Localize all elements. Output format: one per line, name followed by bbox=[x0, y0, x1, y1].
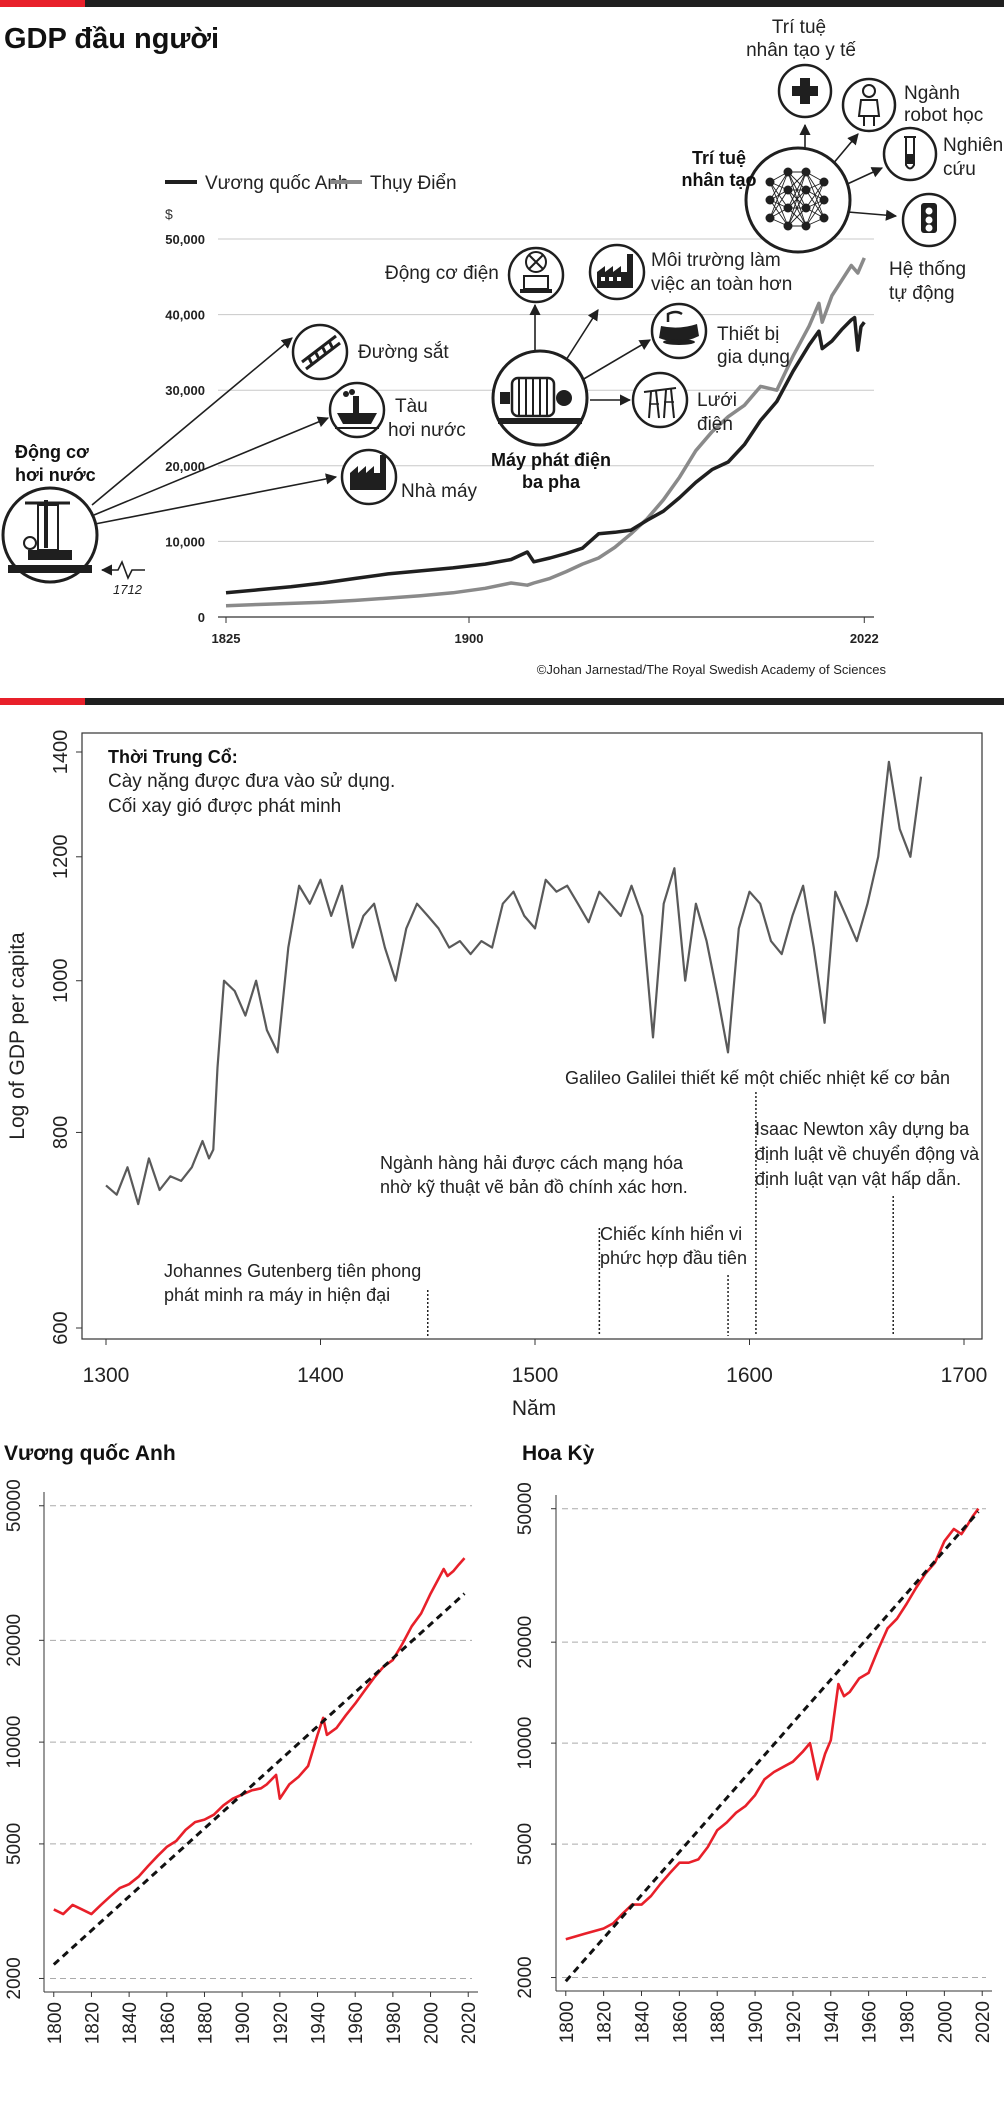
research-label-2: cứu bbox=[943, 159, 976, 180]
arrow-to-research bbox=[843, 168, 882, 186]
y-tick-label: 1000 bbox=[50, 958, 72, 1003]
arrow-to-railway bbox=[92, 338, 292, 505]
event-navigation-1: Ngành hàng hải được cách mạng hóa bbox=[380, 1153, 684, 1173]
appliance-icon bbox=[652, 304, 706, 358]
y-tick-label: 1400 bbox=[50, 729, 72, 775]
event-navigation-2: nhờ kỹ thuật vẽ bản đồ chính xác hơn. bbox=[380, 1177, 688, 1197]
arrow-to-appliance bbox=[582, 340, 650, 380]
x-tick-label: 1900 bbox=[746, 2001, 768, 2044]
y-tick-label: 2000 bbox=[4, 1957, 25, 2000]
x-tick-label: 1900 bbox=[454, 631, 484, 646]
steamship-label-2: hơi nước bbox=[388, 420, 466, 441]
y-tick-label: 1200 bbox=[50, 834, 72, 880]
top-dark-bar bbox=[85, 0, 1004, 7]
mid-dark-bar bbox=[85, 698, 1004, 705]
x-tick-label: 1920 bbox=[270, 2002, 292, 2045]
x-tick-label: 1860 bbox=[157, 2002, 179, 2045]
x-tick-label: 2000 bbox=[421, 2002, 443, 2045]
y-tick-label: 0 bbox=[197, 610, 205, 625]
nn-node bbox=[766, 178, 775, 187]
robot-icon bbox=[843, 79, 895, 131]
legend-label-uk: Vương quốc Anh bbox=[205, 173, 349, 194]
panel1-title: GDP đầu người bbox=[4, 23, 220, 55]
event-galileo: Galileo Galilei thiết kế một chiếc nhiệt kế cơ bản bbox=[565, 1068, 950, 1088]
nn-node bbox=[820, 178, 829, 187]
generator-label-1: Máy phát điện bbox=[490, 450, 612, 470]
x-tick-labels bbox=[83, 1339, 988, 1387]
x-tick-label: 1960 bbox=[859, 2001, 881, 2044]
x-tick-label: 1920 bbox=[783, 2001, 805, 2044]
med-ai-label-1: Trí tuệ bbox=[771, 17, 827, 38]
y-tick-label: 50000 bbox=[4, 1479, 25, 1533]
x-tick-label: 1860 bbox=[670, 2001, 692, 2044]
traffic-light-icon bbox=[903, 194, 955, 246]
x-tick-labels bbox=[557, 1991, 994, 2043]
series-lines bbox=[566, 1509, 979, 1982]
test-tube-icon bbox=[884, 128, 936, 180]
steamship-label-1: Tàu bbox=[395, 396, 428, 417]
neural-network-icon bbox=[746, 148, 850, 252]
nn-node bbox=[802, 168, 811, 177]
electric-motor-label: Động cơ điện bbox=[385, 263, 499, 284]
event-microscope-2: phức hợp đầu tiên bbox=[600, 1248, 747, 1268]
event-newton-2: định luật về chuyển động và bbox=[755, 1144, 980, 1164]
x-tick-label: 1940 bbox=[308, 2002, 330, 2045]
x-tick-label: 1700 bbox=[940, 1364, 988, 1387]
appliance-label-1: Thiết bị bbox=[717, 324, 780, 345]
x-tick-label: 1800 bbox=[44, 2002, 66, 2045]
y-tick-label: 2000 bbox=[515, 1956, 536, 1999]
x-tick-label: 1820 bbox=[594, 2001, 616, 2044]
x-tick-label: 1820 bbox=[82, 2002, 104, 2045]
y-tick-label: 50000 bbox=[515, 1482, 536, 1536]
gdp-chart-panel bbox=[3, 17, 1003, 677]
nn-node bbox=[802, 222, 811, 231]
nn-node bbox=[766, 196, 775, 205]
x-tick-label: 1800 bbox=[556, 2001, 578, 2044]
grid-label-2: điện bbox=[697, 414, 733, 435]
series-lines bbox=[54, 1558, 465, 1964]
credit-line: ©Johan Jarnestad/The Royal Swedish Academy of Sciences bbox=[536, 662, 886, 677]
zigzag-1712 bbox=[108, 562, 145, 578]
nn-node bbox=[784, 168, 793, 177]
nn-node bbox=[766, 214, 775, 223]
x-tick-label: 1880 bbox=[195, 2002, 217, 2045]
arrow-to-steamship bbox=[94, 418, 328, 515]
period-line-2: Cối xay gió được phát minh bbox=[108, 796, 342, 817]
x-tick-labels bbox=[212, 617, 879, 646]
x-tick-label: 1840 bbox=[632, 2001, 654, 2044]
ai-label-2: nhân tạo bbox=[681, 170, 757, 190]
nn-node bbox=[820, 196, 829, 205]
x-tick-label: 1880 bbox=[708, 2001, 730, 2044]
us-chart-title: Hoa Kỳ bbox=[522, 1442, 595, 1465]
x-tick-label: 2020 bbox=[973, 2001, 995, 2044]
us-trend-chart bbox=[515, 1442, 994, 2043]
generator-label-2: ba pha bbox=[521, 472, 581, 492]
x-tick-label: 1300 bbox=[82, 1364, 130, 1387]
x-tick-label: 1600 bbox=[726, 1364, 773, 1387]
power-grid-icon bbox=[633, 373, 687, 427]
steam-engine-label-1: Động cơ bbox=[15, 442, 89, 462]
x-tick-label: 1980 bbox=[383, 2002, 405, 2045]
x-tick-label: 1960 bbox=[346, 2002, 368, 2045]
y-tick-label: 600 bbox=[50, 1311, 72, 1345]
event-newton-1: Isaac Newton xây dựng ba bbox=[755, 1119, 970, 1139]
period-line-1: Cày nặng được đưa vào sử dụng. bbox=[108, 771, 396, 792]
y-tick-labels bbox=[515, 1482, 556, 1998]
event-gutenberg-1: Johannes Gutenberg tiên phong bbox=[164, 1261, 422, 1281]
appliance-label-2: gia dụng bbox=[717, 347, 790, 368]
x-tick-label: 2020 bbox=[459, 2002, 481, 2045]
medieval-chart-panel bbox=[6, 730, 987, 1420]
grid-label-1: Lưới bbox=[697, 390, 737, 411]
y-tick-label: 20000 bbox=[4, 1613, 25, 1667]
automation-label-2: tự động bbox=[889, 283, 955, 304]
uk-chart-title: Vương quốc Anh bbox=[4, 1442, 176, 1465]
series-line-gdp bbox=[566, 1509, 979, 1940]
safe-work-label-2: việc an toàn hơn bbox=[651, 274, 793, 295]
y-tick-labels bbox=[50, 730, 82, 1345]
x-tick-labels bbox=[45, 1992, 480, 2044]
steamship-icon bbox=[330, 383, 384, 437]
factory-safety-icon bbox=[590, 245, 644, 299]
nn-node bbox=[784, 204, 793, 213]
nn-node bbox=[802, 186, 811, 195]
x-axis-label: Năm bbox=[511, 1397, 557, 1420]
robotics-label-1: Ngành bbox=[904, 83, 960, 104]
factory-icon bbox=[342, 450, 396, 504]
trend-line bbox=[54, 1594, 465, 1965]
y-tick-label: 5000 bbox=[515, 1822, 536, 1866]
safe-work-label-1: Môi trường làm bbox=[651, 250, 781, 271]
factory-label: Nhà máy bbox=[401, 481, 478, 502]
steam-year-label: 1712 bbox=[113, 582, 142, 597]
x-tick-label: 2022 bbox=[849, 631, 879, 646]
arrow-to-safety bbox=[566, 310, 598, 360]
railway-icon bbox=[293, 325, 347, 379]
y-axis-label: Log of GDP per capita bbox=[6, 932, 29, 1140]
research-label-1: Nghiên bbox=[943, 135, 1004, 156]
y-unit-label: $ bbox=[165, 206, 173, 222]
x-tick-label: 1400 bbox=[297, 1364, 344, 1387]
x-tick-label: 1900 bbox=[233, 2002, 255, 2045]
uk-trend-chart bbox=[4, 1442, 480, 2044]
x-tick-label: 2000 bbox=[935, 2001, 957, 2044]
steam-engine-icon bbox=[3, 488, 97, 582]
y-tick-label: 20,000 bbox=[165, 458, 205, 474]
x-tick-label: 1980 bbox=[897, 2001, 919, 2044]
nn-node bbox=[802, 204, 811, 213]
gridlines bbox=[44, 1492, 478, 1992]
nn-node bbox=[784, 222, 793, 231]
y-tick-label: 10000 bbox=[4, 1715, 25, 1769]
y-tick-label: 800 bbox=[50, 1115, 72, 1150]
y-tick-label: 5000 bbox=[4, 1822, 25, 1866]
ai-label-1: Trí tuệ bbox=[691, 148, 747, 168]
med-ai-label-2: nhân tạo y tế bbox=[746, 40, 856, 61]
y-tick-label: 10,000 bbox=[165, 534, 205, 550]
automation-label-1: Hệ thống bbox=[889, 259, 967, 280]
nn-node bbox=[820, 214, 829, 223]
y-tick-label: 30,000 bbox=[165, 383, 205, 399]
y-tick-label: 10000 bbox=[515, 1716, 536, 1770]
legend bbox=[165, 173, 457, 194]
x-tick-label: 1940 bbox=[821, 2001, 843, 2044]
event-gutenberg-2: phát minh ra máy in hiện đại bbox=[164, 1285, 391, 1305]
mid-accent-bar bbox=[0, 698, 85, 705]
y-tick-labels bbox=[4, 1479, 44, 1999]
nn-node bbox=[784, 186, 793, 195]
medical-cross-icon bbox=[779, 65, 831, 117]
period-title: Thời Trung Cổ: bbox=[108, 747, 238, 767]
arrow-to-robot bbox=[832, 134, 858, 165]
plot-frame bbox=[82, 733, 982, 1339]
arrow-to-factory bbox=[95, 477, 336, 524]
x-tick-label: 1825 bbox=[211, 631, 241, 646]
robotics-label-2: robot học bbox=[904, 105, 984, 126]
y-tick-label: 40,000 bbox=[165, 307, 205, 323]
y-tick-labels bbox=[165, 232, 205, 625]
top-accent-bar bbox=[0, 0, 85, 7]
y-tick-label: 20000 bbox=[515, 1615, 536, 1669]
x-tick-label: 1840 bbox=[120, 2002, 142, 2045]
event-newton-3: định luật vạn vật hấp dẫn. bbox=[755, 1169, 962, 1189]
electric-motor-icon bbox=[509, 248, 563, 302]
generator-icon bbox=[493, 351, 587, 445]
railway-label: Đường sắt bbox=[358, 342, 449, 363]
series-line-gdp bbox=[54, 1558, 465, 1914]
legend-label-sweden: Thụy Điển bbox=[370, 173, 457, 194]
arrow-to-automation bbox=[848, 212, 896, 216]
steam-engine-label-2: hơi nước bbox=[15, 465, 96, 485]
trend-line bbox=[566, 1512, 979, 1982]
x-tick-label: 1500 bbox=[511, 1364, 559, 1387]
y-tick-label: 50,000 bbox=[165, 232, 205, 247]
event-microscope-1: Chiếc kính hiển vi bbox=[600, 1224, 743, 1244]
